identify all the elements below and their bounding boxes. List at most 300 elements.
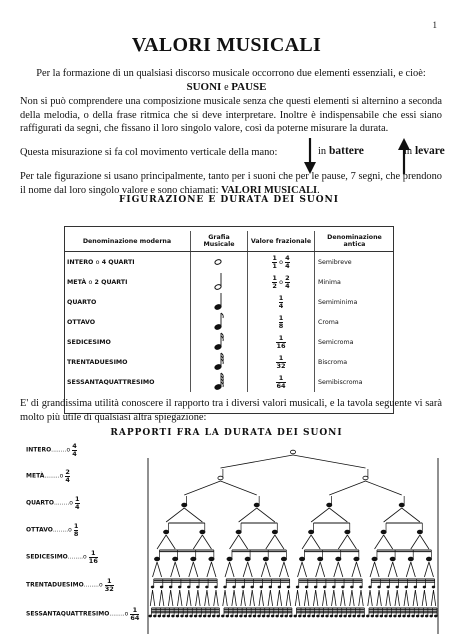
tree-branch xyxy=(284,562,289,577)
ancient-name-cell xyxy=(315,352,395,372)
battere-group xyxy=(318,145,364,157)
notation-cell xyxy=(191,312,248,332)
tree-branch xyxy=(334,590,336,606)
tree-branch xyxy=(322,590,324,606)
ancient-name: Semibiscroma xyxy=(318,378,363,386)
sixteenth-note-icon xyxy=(213,332,225,350)
tree-branch xyxy=(259,590,261,606)
tree-branch xyxy=(266,562,271,577)
tree-branch xyxy=(411,562,416,577)
diagram-row-label: SEDICESIMO........o $\frac{1}{16}$ xyxy=(26,549,98,565)
paragraph-4 xyxy=(20,170,442,197)
tree-note-head xyxy=(290,450,295,454)
tree-branch xyxy=(415,590,417,606)
or-label: o xyxy=(95,258,100,266)
tree-branch xyxy=(266,535,275,549)
denominator: 4 xyxy=(285,261,290,270)
header-ancient-name: Denominazione antica xyxy=(315,231,395,252)
tree-branch xyxy=(293,455,366,468)
tree-branch xyxy=(159,590,161,606)
tree-branch xyxy=(343,590,345,606)
tree-branch xyxy=(298,590,300,606)
tree-branch xyxy=(184,481,220,495)
diagram-title: RAPPORTI FRA LA DURATA DEI SUONI xyxy=(110,428,343,438)
tree-branch xyxy=(379,590,381,606)
fraction-cell xyxy=(248,332,315,352)
tree-branch xyxy=(350,590,352,606)
notation-cell xyxy=(191,272,248,292)
denominator: 4 xyxy=(278,301,284,310)
fraction-alt xyxy=(285,255,290,269)
fraction xyxy=(279,295,284,309)
tree-branch xyxy=(377,590,379,606)
numerator: 1 xyxy=(105,578,114,586)
paragraph-2: Non si può comprendere una composizione musicale senza che questi elementi si alternino a seconda della melodia, o della frase ritmica che si deve interpretare. Inoltre è indispensabile che essi siano raffigurati da segni, che fissano il loro singolo valore, così da poterne misurare la durata. xyxy=(20,96,442,135)
intro-paragraph: Per la formazione di un qualsiasi discorso musicale occorrono due elementi essenziali, e cioè: xyxy=(36,68,426,79)
tree-branch xyxy=(352,562,357,577)
tree-branch xyxy=(397,590,399,606)
tree-branch xyxy=(422,590,424,606)
tree-branch xyxy=(268,590,270,606)
tree-note-head xyxy=(209,557,214,561)
levare-group xyxy=(404,145,445,157)
tree-branch xyxy=(241,590,243,606)
tree-branch xyxy=(341,590,343,606)
tree-branch xyxy=(338,535,347,549)
tree-branch xyxy=(243,590,245,606)
tree-branch xyxy=(413,590,415,606)
tree-branch xyxy=(221,455,294,468)
ancient-name: Minima xyxy=(318,278,341,286)
in-label-2: in xyxy=(404,146,413,157)
denominator: 8 xyxy=(73,529,79,538)
denominator: 1 xyxy=(272,261,277,270)
ancient-name: Semiminima xyxy=(318,298,358,306)
modern-name: OTTAVO xyxy=(67,318,96,326)
tree-branch xyxy=(329,481,365,495)
note-values-table-figure xyxy=(64,195,394,415)
modern-name: QUARTO xyxy=(67,298,97,306)
tree-branch xyxy=(225,562,230,577)
ancient-name-cell xyxy=(315,372,395,392)
tree-note-head xyxy=(408,557,413,561)
arrow-down-icon xyxy=(304,138,316,174)
tree-branch xyxy=(189,590,191,606)
numerator: 4 xyxy=(285,254,290,262)
tree-branch xyxy=(316,562,321,577)
tree-branch xyxy=(252,590,254,606)
tree-note-head xyxy=(254,503,259,507)
diagram-label-name: METÀ xyxy=(26,472,45,480)
tree-branch xyxy=(230,535,239,549)
fraction xyxy=(276,335,285,349)
table-row xyxy=(64,332,394,352)
table-row xyxy=(64,372,394,392)
notation-cell xyxy=(191,352,248,372)
tree-branch xyxy=(223,590,225,606)
tree-branch xyxy=(193,535,202,549)
denominator: 64 xyxy=(276,381,286,390)
tree-branch xyxy=(393,562,398,577)
tree-note-head xyxy=(318,557,323,561)
tree-branch xyxy=(311,535,320,549)
numerator: 1 xyxy=(89,550,98,558)
tree-branch xyxy=(406,590,408,606)
diagram-label-name: OTTAVO xyxy=(26,526,53,534)
eighth-note-icon xyxy=(213,312,225,330)
tree-branch xyxy=(193,562,198,577)
paragraph-4-text: Per tale figurazione si usano principalmente, tanto per i suoni che per le pause, 7 segni, che prendono il nome dal loro singolo valore e sono chiamati: xyxy=(20,171,442,196)
ancient-name-cell xyxy=(315,292,395,312)
fraction-cell xyxy=(248,352,315,372)
tree-branch xyxy=(171,590,173,606)
numerator: 2 xyxy=(285,274,290,282)
numerator: 1 xyxy=(276,335,285,343)
tree-branch xyxy=(302,562,307,577)
tree-branch xyxy=(298,562,303,577)
tree-branch xyxy=(277,590,279,606)
tree-branch xyxy=(304,590,306,606)
numerator: 1 xyxy=(272,254,277,262)
tree-branch xyxy=(211,562,216,577)
modern-name-cell xyxy=(64,332,191,352)
table-row xyxy=(64,252,394,273)
ancient-name: Biscroma xyxy=(318,358,348,366)
tree-branch xyxy=(221,481,257,495)
tree-branch xyxy=(270,590,272,606)
denominator: 64 xyxy=(130,613,140,622)
pause-label: PAUSE xyxy=(231,81,267,93)
diagram-tree xyxy=(26,438,446,638)
tree-branch xyxy=(433,590,435,606)
modern-name-cell xyxy=(64,252,191,273)
modern-name-cell xyxy=(64,372,191,392)
tree-branch xyxy=(384,535,393,549)
tree-branch xyxy=(180,590,182,606)
ancient-name: Semibreve xyxy=(318,258,352,266)
tree-branch xyxy=(168,590,170,606)
tree-note-head xyxy=(390,557,395,561)
tree-branch xyxy=(279,562,284,577)
tree-branch xyxy=(261,590,263,606)
tree-branch xyxy=(388,562,393,577)
notation-cell xyxy=(191,372,248,392)
tree-note-head xyxy=(218,476,223,480)
tree-branch xyxy=(248,562,253,577)
tree-note-head xyxy=(426,557,431,561)
modern-name: INTERO xyxy=(67,258,94,266)
tree-branch xyxy=(230,562,235,577)
diagram-label-name: QUARTO xyxy=(26,499,54,507)
tree-note-head xyxy=(363,476,368,480)
tree-note-head xyxy=(200,530,205,534)
tree-branch xyxy=(368,590,370,606)
tree-branch xyxy=(424,562,429,577)
tree-note-head xyxy=(345,530,350,534)
tree-branch xyxy=(184,508,202,522)
tree-branch xyxy=(202,535,211,549)
fraction-cell xyxy=(248,292,315,312)
diagram-label-name: TRENTADUESIMO xyxy=(26,581,84,589)
or-label: o xyxy=(279,259,283,266)
tree-branch xyxy=(420,535,429,549)
tree-note-head xyxy=(164,530,169,534)
tree-note-head xyxy=(227,557,232,561)
notation-cell xyxy=(191,332,248,352)
numerator: 1 xyxy=(75,495,80,503)
diagram-row-label: QUARTO........o $\frac{1}{4}$ xyxy=(26,495,80,511)
denominator: 4 xyxy=(285,281,290,290)
paragraph-3: Questa misurazione si fa col movimento verticale della mano: xyxy=(20,147,278,158)
in-label-1: in xyxy=(318,146,327,157)
tree-branch xyxy=(424,590,426,606)
numerator: 1 xyxy=(278,294,284,302)
tree-branch xyxy=(157,562,162,577)
tree-note-head xyxy=(154,557,159,561)
tree-branch xyxy=(250,590,252,606)
tree-branch xyxy=(216,590,218,606)
tree-note-head xyxy=(272,530,277,534)
fraction-alt xyxy=(285,275,290,289)
numerator: 1 xyxy=(73,522,79,530)
tree-branch xyxy=(311,508,329,522)
tree-branch xyxy=(295,590,297,606)
tree-note-head xyxy=(263,557,268,561)
table-body xyxy=(64,252,394,393)
valori-musicali-term: VALORI MUSICALI xyxy=(221,184,318,196)
fraction-cell xyxy=(248,252,315,273)
paragraph-4-end: . xyxy=(317,184,320,196)
diagram-row-label: SESSANTAQUATTRESIMO........o $\frac{1}{64}$ xyxy=(26,606,140,622)
tree-note-head xyxy=(173,557,178,561)
denominator: 16 xyxy=(88,556,98,565)
tree-note-head xyxy=(309,530,314,534)
tree-branch xyxy=(370,562,375,577)
tree-branch xyxy=(175,562,180,577)
tree-branch xyxy=(356,562,361,577)
tree-branch xyxy=(157,535,166,549)
tree-branch xyxy=(207,590,209,606)
denominator: 2 xyxy=(272,281,277,290)
tree-note-head xyxy=(354,557,359,561)
ancient-name-cell xyxy=(315,252,395,273)
tree-branch xyxy=(205,590,207,606)
denominator: 32 xyxy=(104,584,114,593)
half-note-icon xyxy=(213,272,225,290)
tree-branch xyxy=(177,590,179,606)
tree-branch xyxy=(189,562,194,577)
suoni-pause-heading xyxy=(0,81,453,93)
note-values-table xyxy=(64,231,394,392)
tree-note-head xyxy=(281,557,286,561)
numerator: 4 xyxy=(72,442,77,450)
tree-note-head xyxy=(191,557,196,561)
tree-branch xyxy=(375,535,384,549)
tree-note-head xyxy=(299,557,304,561)
fraction xyxy=(276,355,285,369)
tree-branch xyxy=(334,562,339,577)
tree-branch xyxy=(316,590,318,606)
tree-branch xyxy=(302,535,311,549)
page-title: VALORI MUSICALI xyxy=(131,34,322,56)
tree-branch xyxy=(384,508,402,522)
tree-branch xyxy=(320,562,325,577)
tree-branch xyxy=(429,562,434,577)
fraction xyxy=(276,375,285,389)
fraction xyxy=(279,315,284,329)
tree-branch xyxy=(232,590,234,606)
diagram-row-label: METÀ........o $\frac{2}{4}$ xyxy=(26,468,70,484)
numerator: 2 xyxy=(65,468,70,476)
thirtysecond-note-icon xyxy=(213,352,225,370)
table-row xyxy=(64,352,394,372)
tree-note-head xyxy=(236,530,241,534)
modern-name-cell xyxy=(64,352,191,372)
suoni-label: SUONI xyxy=(186,81,222,93)
numerator: 1 xyxy=(272,274,277,282)
tree-branch xyxy=(196,590,198,606)
tree-branch xyxy=(386,590,388,606)
header-notation: Grafia Musicale xyxy=(191,231,248,252)
numerator: 1 xyxy=(278,314,284,322)
tree-note-head xyxy=(399,503,404,507)
header-fraction: Valore frazionale xyxy=(248,231,315,252)
denominator: 32 xyxy=(276,361,286,370)
tree-branch xyxy=(307,590,309,606)
modern-alt-name: 4 QUARTI xyxy=(101,258,135,266)
tree-branch xyxy=(431,590,433,606)
modern-name-cell xyxy=(64,272,191,292)
tree-branch xyxy=(325,590,327,606)
tree-branch xyxy=(370,590,372,606)
table-title: FIGURAZIONE E DURATA DEI SUONI xyxy=(118,195,339,205)
or-label: o xyxy=(279,279,283,286)
page-number: 1 xyxy=(432,20,437,30)
tree-branch xyxy=(150,590,152,606)
tree-branch xyxy=(153,562,158,577)
tree-branch xyxy=(406,562,411,577)
ancient-name: Croma xyxy=(318,318,339,326)
tree-branch xyxy=(361,590,363,606)
tree-branch xyxy=(198,590,200,606)
tree-note-head xyxy=(381,530,386,534)
ancient-name: Semicroma xyxy=(318,338,354,346)
tree-branch xyxy=(402,508,420,522)
tree-branch xyxy=(359,590,361,606)
header-modern-name: Denominazione moderna xyxy=(64,231,191,252)
tree-branch xyxy=(338,562,343,577)
diagram-row-label: INTERO........o $\frac{4}{4}$ xyxy=(26,442,77,458)
tree-note-head xyxy=(372,557,377,561)
tree-branch xyxy=(225,590,227,606)
table-row xyxy=(64,272,394,292)
tree-note-head xyxy=(245,557,250,561)
tree-branch xyxy=(332,590,334,606)
tree-branch xyxy=(187,590,189,606)
quarter-note-icon xyxy=(213,292,225,310)
modern-name: TRENTADUESIMO xyxy=(67,358,128,366)
denominator: 16 xyxy=(276,341,286,350)
paragraph-5: E' di grandissima utilità conoscere il rapporto tra i diversi valori musicali, e la tavola seguente vi sarà molto più utile di qualsiasi altra spiegazione: xyxy=(20,398,442,423)
numerator: 1 xyxy=(276,355,285,363)
tree-branch xyxy=(375,562,380,577)
tree-note-head xyxy=(182,503,187,507)
table-row xyxy=(64,292,394,312)
tree-branch xyxy=(352,590,354,606)
tree-branch xyxy=(288,590,290,606)
tree-branch xyxy=(171,562,176,577)
diagram-row-label: OTTAVO........o $\frac{1}{8}$ xyxy=(26,522,79,538)
denominator: 4 xyxy=(75,502,80,511)
tree-branch xyxy=(395,590,397,606)
fraction xyxy=(272,275,277,289)
tree-branch xyxy=(239,535,248,549)
duration-relations-diagram xyxy=(26,438,446,638)
fraction-cell xyxy=(248,312,315,332)
denominator: 4 xyxy=(72,449,77,458)
tree-branch xyxy=(313,590,315,606)
modern-name-cell xyxy=(64,312,191,332)
modern-alt-name: 2 QUARTI xyxy=(94,278,128,286)
ancient-name-cell xyxy=(315,312,395,332)
sixtyfourth-note-icon xyxy=(213,372,225,390)
tree-branch xyxy=(411,535,420,549)
modern-name: METÀ xyxy=(67,278,87,286)
tree-branch xyxy=(261,562,266,577)
tree-branch xyxy=(162,590,164,606)
notation-cell xyxy=(191,252,248,273)
numerator: 1 xyxy=(130,607,139,615)
and-label: e xyxy=(224,82,229,93)
whole-note-icon xyxy=(213,252,225,270)
numerator: 1 xyxy=(276,375,285,383)
tree-note-head xyxy=(336,557,341,561)
tree-branch xyxy=(234,590,236,606)
table-row xyxy=(64,312,394,332)
fraction-cell xyxy=(248,372,315,392)
denominator: 8 xyxy=(278,321,284,330)
tree-branch xyxy=(207,562,212,577)
fraction-cell xyxy=(248,272,315,292)
levare-label: levare xyxy=(414,145,445,157)
tree-branch xyxy=(404,590,406,606)
diagram-label-name: INTERO xyxy=(26,446,52,454)
tree-branch xyxy=(153,590,155,606)
modern-name: SEDICESIMO xyxy=(67,338,111,346)
tree-branch xyxy=(239,508,257,522)
tree-branch xyxy=(388,590,390,606)
battere-label: battere xyxy=(328,145,364,157)
modern-name: SESSANTAQUATTRESIMO xyxy=(67,378,155,386)
tree-branch xyxy=(166,508,184,522)
tree-note-head xyxy=(327,503,332,507)
tree-branch xyxy=(366,481,402,495)
tree-branch xyxy=(257,508,275,522)
tree-branch xyxy=(214,590,216,606)
tree-branch xyxy=(166,535,175,549)
or-label: o xyxy=(88,278,93,286)
denominator: 4 xyxy=(65,475,70,484)
diagram-label-name: SEDICESIMO xyxy=(26,553,68,561)
tree-branch xyxy=(275,535,284,549)
notation-cell xyxy=(191,292,248,312)
fraction xyxy=(272,255,277,269)
tree-branch xyxy=(347,535,356,549)
ancient-name-cell xyxy=(315,332,395,352)
diagram-row-label: TRENTADUESIMO........o $\frac{1}{32}$ xyxy=(26,577,114,593)
tree-branch xyxy=(279,590,281,606)
tree-note-head xyxy=(417,530,422,534)
